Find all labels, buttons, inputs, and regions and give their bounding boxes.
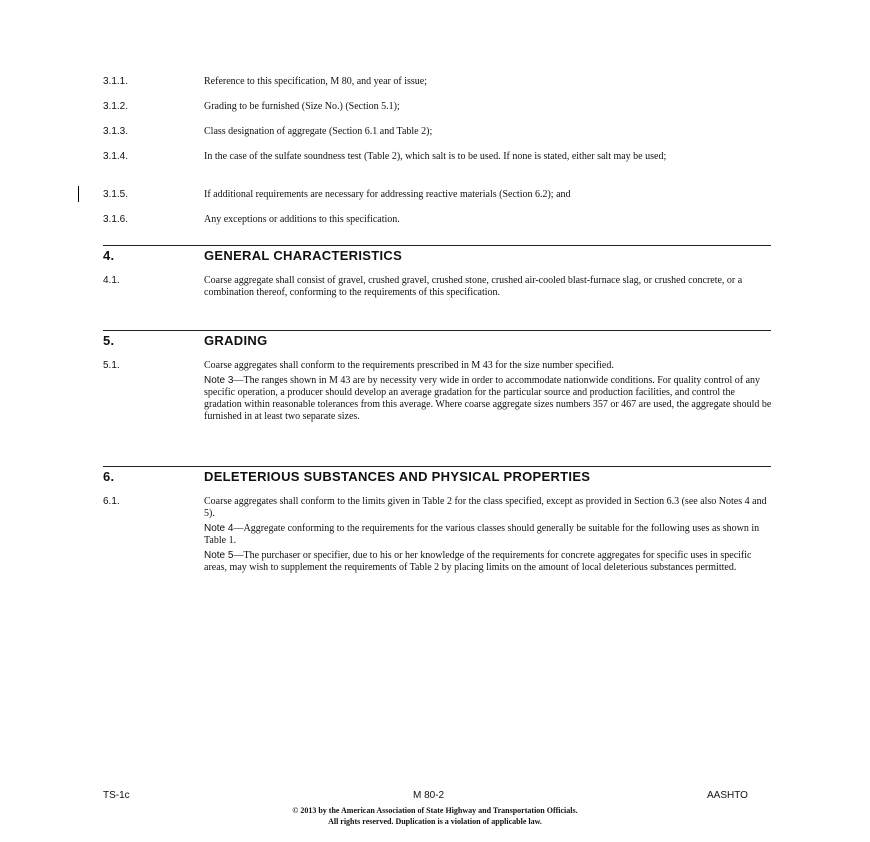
- clause-number: 3.1.5.: [103, 189, 129, 200]
- copyright-line-1: © 2013 by the American Association of State Highway and Transportation Officials.: [292, 806, 578, 815]
- section-number: 4.: [103, 248, 115, 263]
- note-text: —Aggregate conforming to the requirements for the various classes should generally be suitable for the following uses as shown in Table 1.: [204, 523, 760, 546]
- clause-number: 3.1.1.: [103, 76, 129, 87]
- note-4: [204, 523, 773, 547]
- clause-number: 3.1.2.: [103, 101, 129, 112]
- clause-text: Grading to be furnished (Size No.) (Section 5.1);: [204, 101, 400, 112]
- clause-number: 5.1.: [103, 360, 120, 371]
- note-label: Note 4: [204, 523, 234, 534]
- note-label: Note 5: [204, 550, 234, 561]
- section-number: 6.: [103, 469, 115, 484]
- clause-text: In the case of the sulfate soundness test (Table 2), which salt is to be used. If none is stated, either salt may be used;: [204, 151, 667, 162]
- clause-3-1-3: [103, 126, 773, 141]
- section-title: DELETERIOUS SUBSTANCES AND PHYSICAL PROPERTIES: [204, 469, 591, 484]
- section-divider: [103, 330, 771, 331]
- note-label: Note 3: [204, 375, 234, 386]
- text-cursor: [78, 186, 79, 202]
- section-divider: [103, 245, 771, 246]
- clause-text: Coarse aggregates shall conform to the requirements prescribed in M 43 for the size number specified.: [204, 360, 614, 371]
- clause-number: 3.1.3.: [103, 126, 129, 137]
- clause-text: Reference to this specification, M 80, and year of issue;: [204, 76, 427, 87]
- note-text: —The purchaser or specifier, due to his or her knowledge of the requirements for concrete aggregates for specific uses in specific areas, may wish to supplement the requirements of Table 2 by placing limits on the amount of local deleterious substances permitted.: [204, 550, 752, 573]
- footer-left: TS-1c: [103, 790, 130, 801]
- note-3: [204, 375, 773, 423]
- note-5: [204, 550, 773, 574]
- clause-5-1: [103, 360, 773, 426]
- section-title: GRADING: [204, 333, 268, 348]
- footer-right: AASHTO: [707, 790, 748, 801]
- clause-text: If additional requirements are necessary for addressing reactive materials (Section 6.2); and: [204, 189, 571, 200]
- clause-text: Coarse aggregates shall conform to the limits given in Table 2 for the class specified, except as provided in Section 6.3 (see also Notes 4 and 5).: [204, 496, 767, 519]
- note-text: —The ranges shown in M 43 are by necessity very wide in order to accommodate nationwide conditions. For quality control of any specific operation, a producer should develop an average gradation for the particular source and production facilities, and control the gradation within reasonable tolerances from this average. Where coarse aggregate sizes numbers 357 or 467 are used, the aggregate should be furnished in at least two separate sizes.: [204, 375, 772, 422]
- section-divider: [103, 466, 771, 467]
- clause-3-1-4: [103, 151, 773, 166]
- copyright-line-2: All rights reserved. Duplication is a violation of applicable law.: [328, 817, 542, 826]
- clause-3-1-5: [103, 189, 773, 204]
- clause-6-1: [103, 496, 773, 577]
- clause-text: Coarse aggregate shall consist of gravel, crushed gravel, crushed stone, crushed air-cooled blast-furnace slag, or crushed concrete, or a combination thereof, conforming to the requirements of this specification.: [204, 275, 743, 298]
- clause-4-1: [103, 275, 773, 302]
- section-title: GENERAL CHARACTERISTICS: [204, 248, 403, 263]
- clause-number: 6.1.: [103, 496, 120, 507]
- clause-text: Any exceptions or additions to this specification.: [204, 214, 400, 225]
- section-number: 5.: [103, 333, 115, 348]
- clause-3-1-1: [103, 76, 773, 91]
- clause-3-1-2: [103, 101, 773, 116]
- clause-text: Class designation of aggregate (Section 6.1 and Table 2);: [204, 126, 433, 137]
- footer-center: M 80-2: [413, 790, 445, 801]
- clause-3-1-6: [103, 214, 773, 229]
- clause-number: 3.1.6.: [103, 214, 129, 225]
- clause-number: 4.1.: [103, 275, 120, 286]
- clause-number: 3.1.4.: [103, 151, 129, 162]
